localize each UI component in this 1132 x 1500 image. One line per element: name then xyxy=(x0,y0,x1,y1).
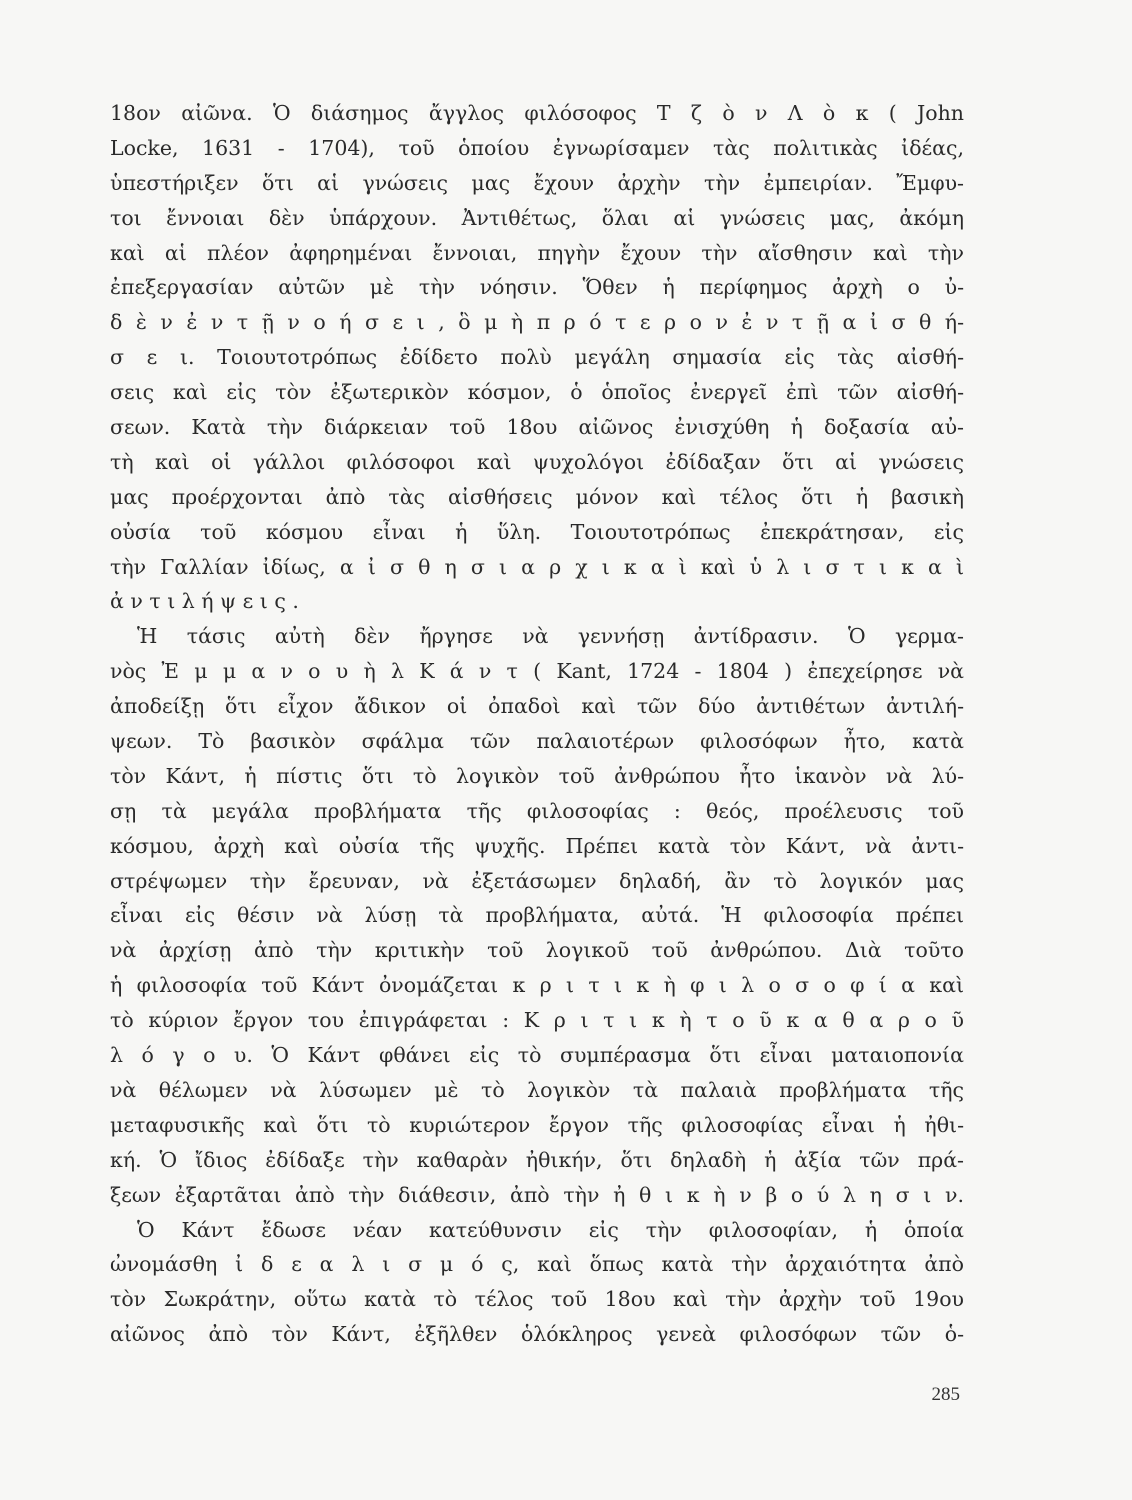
text-line: ψεων. Τὸ βασικὸν σφάλμα τῶν παλαιοτέρων φιλοσόφων ἦτο, κατὰ xyxy=(110,729,964,754)
text-line: δ ὲ ν ἐ ν τ ῇ ν ο ή σ ε ι , ὃ μ ὴ π ρ ό τ ε ρ ο ν ἐ ν τ ῇ α ἰ σ θ ή- xyxy=(110,310,964,335)
page-number: 285 xyxy=(931,1384,960,1405)
text-line: σ ε ι. Τοιουτοτρόπως ἐδίδετο πολὺ μεγάλη σημασία εἰς τὰς αἰσθή- xyxy=(110,345,964,370)
text-line: στρέψωμεν τὴν ἔρευναν, νὰ ἐξετάσωμεν δηλαδή, ἂν τὸ λογικόν μας xyxy=(110,868,964,893)
text-line: τὴ καὶ οἱ γάλλοι φιλόσοφοι καὶ ψυχολόγοι ἐδίδαξαν ὅτι αἱ γνώσεις xyxy=(110,449,964,474)
text-line: νὰ θέλωμεν νὰ λύσωμεν μὲ τὸ λογικὸν τὰ παλαιὰ προβλήματα τῆς xyxy=(110,1077,964,1102)
text-line: μεταφυσικῆς καὶ ὅτι τὸ κυριώτερον ἔργον τῆς φιλοσοφίας εἶναι ἡ ἠθι- xyxy=(110,1112,964,1137)
text-line: σεων. Κατὰ τὴν διάρκειαν τοῦ 18ου αἰῶνος ἐνισχύθη ἡ δοξασία αὐ- xyxy=(110,415,964,440)
text-line: ἀποδείξῃ ὅτι εἶχον ἄδικον οἱ ὀπαδοὶ καὶ τῶν δύο ἀντιθέτων ἀντιλή- xyxy=(110,694,964,719)
text-line: τοι ἔννοιαι δὲν ὑπάρχουν. Ἀντιθέτως, ὅλαι αἱ γνώσεις μας, ἀκόμη xyxy=(110,205,964,230)
text-line: ξεων ἐξαρτᾶται ἀπὸ τὴν διάθεσιν, ἀπὸ τὴν ἠ θ ι κ ὴ ν β ο ύ λ η σ ι ν. xyxy=(110,1182,964,1207)
text-line: ἀ ν τ ι λ ή ψ ε ι ς . xyxy=(110,589,299,614)
text-line: τὴν Γαλλίαν ἰδίως, α ἰ σ θ η σ ι α ρ χ ι κ α ὶ καὶ ὑ λ ι σ τ ι κ α ὶ xyxy=(110,554,964,579)
text-line: λ ό γ ο υ. Ὁ Κάντ φθάνει εἰς τὸ συμπέρασμα ὅτι εἶναι ματαιοπονία xyxy=(110,1043,964,1068)
text-line: Ἡ τάσις αὐτὴ δὲν ἤργησε νὰ γεννήσῃ ἀντίδρασιν. Ὁ γερμα- xyxy=(137,624,964,649)
text-line: κή. Ὁ ἴδιος ἐδίδαξε τὴν καθαρὰν ἠθικήν, ὅτι δηλαδὴ ἡ ἀξία τῶν πρά- xyxy=(110,1147,964,1172)
text-line: τὸν Σωκράτην, οὕτω κατὰ τὸ τέλος τοῦ 18ου καὶ τὴν ἀρχὴν τοῦ 19ου xyxy=(110,1287,964,1312)
text-line: Ὁ Κάντ ἔδωσε νέαν κατεύθυνσιν εἰς τὴν φιλοσοφίαν, ἡ ὁποία xyxy=(137,1217,964,1242)
text-line: εἶναι εἰς θέσιν νὰ λύσῃ τὰ προβλήματα, αὐτά. Ἡ φιλοσοφία πρέπει xyxy=(110,903,964,928)
text-line: τὸν Κάντ, ἡ πίστις ὅτι τὸ λογικὸν τοῦ ἀνθρώπου ἦτο ἱκανὸν νὰ λύ- xyxy=(110,763,964,788)
text-line: μας προέρχονται ἀπὸ τὰς αἰσθήσεις μόνον καὶ τέλος ὅτι ἡ βασικὴ xyxy=(110,484,964,509)
text-line: τὸ κύριον ἔργον του ἐπιγράφεται : Κ ρ ι τ ι κ ὴ τ ο ῦ κ α θ α ρ ο ῦ xyxy=(110,1008,964,1033)
text-line: νὸς Ἐ μ μ α ν ο υ ὴ λ Κ ά ν τ ( Kant, 1724 - 1804 ) ἐπεχείρησε νὰ xyxy=(110,659,964,684)
text-line: ἡ φιλοσοφία τοῦ Κάντ ὀνομάζεται κ ρ ι τ ι κ ὴ φ ι λ ο σ ο φ ί α καὶ xyxy=(110,973,964,998)
text-line: Locke, 1631 - 1704), τοῦ ὁποίου ἐγνωρίσαμεν τὰς πολιτικὰς ἰδέας, xyxy=(110,135,964,160)
text-line: ὑπεστήριξεν ὅτι αἱ γνώσεις μας ἔχουν ἀρχὴν τὴν ἐμπειρίαν. Ἔμφυ- xyxy=(110,170,964,195)
text-line: αἰῶνος ἀπὸ τὸν Κάντ, ἐξῆλθεν ὁλόκληρος γενεὰ φιλοσόφων τῶν ὁ- xyxy=(110,1322,964,1347)
text-line: σεις καὶ εἰς τὸν ἐξωτερικὸν κόσμον, ὁ ὁποῖος ἐνεργεῖ ἐπὶ τῶν αἰσθή- xyxy=(110,380,964,405)
text-line: ὠνομάσθη ἰ δ ε α λ ι σ μ ό ς, καὶ ὅπως κατὰ τὴν ἀρχαιότητα ἀπὸ xyxy=(110,1252,964,1277)
text-line: κόσμου, ἀρχὴ καὶ οὐσία τῆς ψυχῆς. Πρέπει κατὰ τὸν Κάντ, νὰ ἀντι- xyxy=(110,833,964,858)
body-text xyxy=(110,96,964,1352)
text-line: σῃ τὰ μεγάλα προβλήματα τῆς φιλοσοφίας : θεός, προέλευσις τοῦ xyxy=(110,798,964,823)
text-line: οὐσία τοῦ κόσμου εἶναι ἡ ὕλη. Τοιουτοτρόπως ἐπεκράτησαν, εἰς xyxy=(110,519,964,544)
text-line: ἐπεξεργασίαν αὐτῶν μὲ τὴν νόησιν. Ὅθεν ἡ περίφημος ἀρχὴ ο ὐ- xyxy=(110,275,964,300)
text-line: 18ον αἰῶνα. Ὁ διάσημος ἄγγλος φιλόσοφος Τ ζ ὸ ν Λ ὸ κ ( John xyxy=(110,101,964,125)
text-line: νὰ ἀρχίσῃ ἀπὸ τὴν κριτικὴν τοῦ λογικοῦ τοῦ ἀνθρώπου. Διὰ τοῦτο xyxy=(110,938,964,963)
text-line: καὶ αἱ πλέον ἀφηρημέναι ἔννοιαι, πηγὴν ἔχουν τὴν αἴσθησιν καὶ τὴν xyxy=(110,240,964,265)
